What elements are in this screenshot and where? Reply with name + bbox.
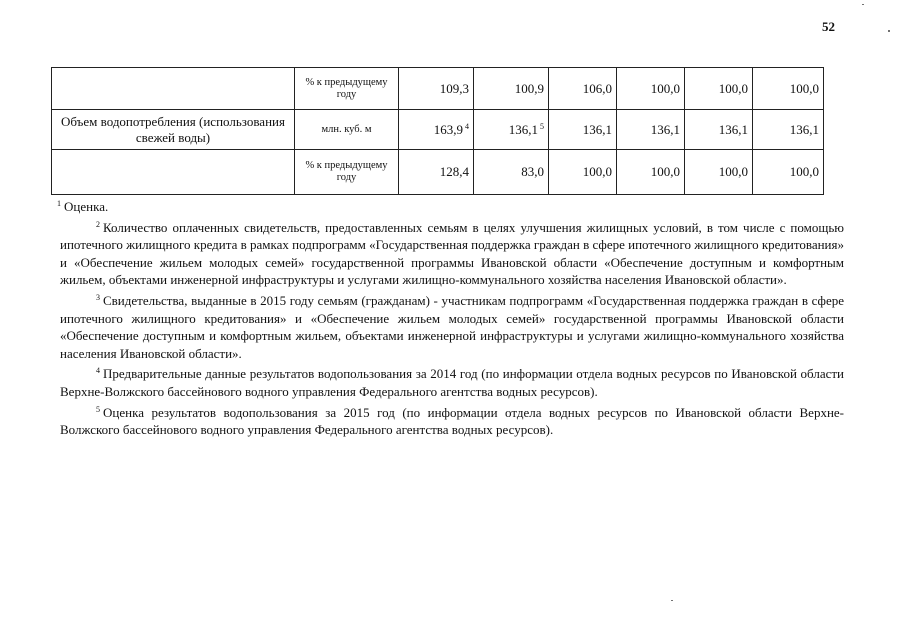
value-cell: 136,1 [617,110,685,150]
value-cell: 100,9 [474,68,549,110]
value-cell: 100,0 [753,150,824,195]
footnote-text: Свидетельства, выданные в 2015 году семьям (гражданам) - участникам подпрограмм «Государственная поддержка граждан в сфере ипотечного жилищного кредитования» и «Обеспечение жильем молодых семей» государственной программы Ивановской области «Обеспечение доступным и комфортным жильем, объектами инженерной инфраструктуры и услугами жилищно-коммунального хозяйства населения Ивановской области». [60,292,844,361]
value-cell: 100,0 [753,68,824,110]
footnote-text: Предварительные данные результатов водопользования за 2014 год (по информации отдела водных ресурсов по Ивановской области Верхне-Волжского бассейнового водного управления Федерального агентства водных ресурсов). [60,366,844,399]
value-cell: 136,1 [549,110,617,150]
footnote-ref: 4 [465,121,469,131]
footnote-number: 3 [96,292,100,302]
value-cell: 100,0 [549,150,617,195]
scan-speck [862,4,864,5]
value-cell: 83,0 [474,150,549,195]
scan-speck [888,30,890,32]
water-consumption-table [51,67,824,195]
footnote [60,362,844,400]
footnote-text: Оценка. [64,199,109,214]
footnote-ref: 5 [540,121,544,131]
value-cell: 106,0 [549,68,617,110]
footnote-number: 1 [57,199,61,208]
value-cell: 109,3 [399,68,474,110]
footnote-text: Количество оплаченных свидетельств, предоставленных семьям в целях улучшения жилищных условий, в том числе с помощью ипотечного жилищного кредита в рамках подпрограмм «Государственная поддержка граждан в сфере ипотечного жилищного кредитования» и «Обеспечение жильем молодых семей» государственной программы Ивановской области «Обеспечение доступным и комфортным жильем, объектами инженерной инфраструктуры и услугами жилищно-коммунального хозяйства населения Ивановской области». [60,219,844,288]
footnote-number: 4 [96,366,100,376]
indicator-name-cell [52,68,295,110]
value-cell: 128,4 [399,150,474,195]
table-row [52,150,824,195]
unit-cell: % к предыдущему году [295,68,399,110]
value-cell: 136,1 $^5$ [474,110,549,150]
value-cell: 100,0 [617,68,685,110]
indicator-name-cell [52,150,295,195]
footnote-number: 2 [96,219,100,229]
page-number: 52 [822,19,835,34]
footnote [60,401,844,439]
footnote [60,216,844,289]
value-cell: 163,9 $^4$ [399,110,474,150]
unit-cell: % к предыдущему году [295,150,399,195]
value-cell: 100,0 [685,68,753,110]
footnote-text: Оценка результатов водопользования за 2015 год (по информации отдела водных ресурсов по Ивановской области Верхне-Волжского бассейнового водного управления Федерального агентства водных ресурсов). [60,404,844,438]
table-row [52,68,824,110]
value-cell: 136,1 [753,110,824,150]
table-row [52,110,824,150]
unit-cell: млн. куб. м [295,110,399,150]
footnote [57,195,844,216]
scan-speck [671,600,673,601]
value-cell: 100,0 [617,150,685,195]
footnote-number: 5 [96,404,100,414]
indicator-name-cell: Объем водопотребления (использования свежей воды) [52,110,295,150]
footnote [60,289,844,362]
value-cell: 100,0 [685,150,753,195]
value-cell: 136,1 [685,110,753,150]
footnotes [57,195,844,439]
